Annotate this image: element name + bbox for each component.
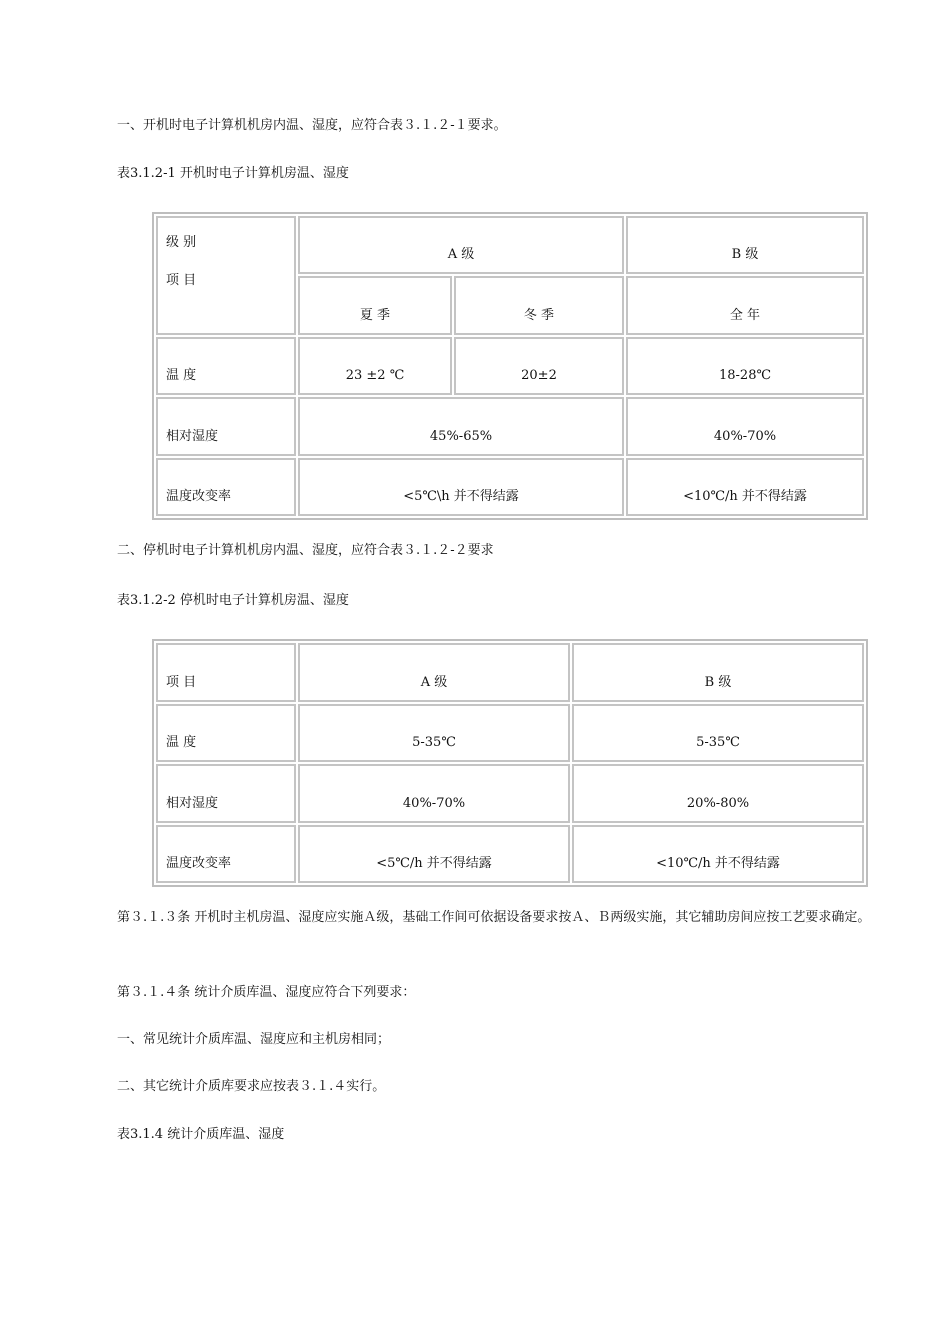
row-label-rate: 温度改变率 — [156, 825, 296, 884]
paragraph-1: 一、开机时电子计算机机房内温、湿度，应符合表３.１.２-１要求。 — [117, 118, 507, 133]
table-row — [156, 397, 864, 455]
paragraph-6: 二、其它统计介质库要求应按表３.１.４实行。 — [117, 1079, 386, 1094]
cell-a-humidity: 40%-70% — [298, 764, 570, 823]
table-row — [156, 704, 864, 763]
table-row — [156, 458, 864, 516]
row-label-rate: 温度改变率 — [156, 458, 296, 516]
cell-b-rate: <10℃/h 并不得结露 — [572, 825, 864, 884]
paragraph-2: 二、停机时电子计算机机房内温、湿度，应符合表３.１.２-２要求 — [117, 543, 494, 558]
summer-header: 夏 季 — [298, 276, 452, 334]
table-caption-3: 表3.1.4 统计介质库温、湿度 — [117, 1127, 285, 1142]
winter-header: 冬 季 — [454, 276, 624, 334]
all-year-header: 全 年 — [626, 276, 864, 334]
row-label-humidity: 相对湿度 — [156, 397, 296, 455]
cell-b-temperature: 18-28℃ — [626, 337, 864, 395]
grade-b-header: B 级 — [572, 643, 864, 702]
table-row — [156, 337, 864, 395]
cell-a-summer: 23 ±2 ℃ — [298, 337, 452, 395]
item-header: 项 目 — [156, 643, 296, 702]
cell-a-humidity: 45%-65% — [298, 397, 624, 455]
table-row — [156, 764, 864, 823]
cell-b-rate: <10℃/h 并不得结露 — [626, 458, 864, 516]
cell-b-humidity: 40%-70% — [626, 397, 864, 455]
paragraph-3: 第３.１.３条 开机时主机房温、湿度应实施Ａ级，基础工作间可依据设备要求按Ａ、Ｂ两级实施，其它辅助房间应按工艺要求确定。 — [117, 910, 871, 925]
table-startup-conditions — [152, 212, 868, 520]
corner-header-cell — [156, 216, 296, 335]
cell-b-humidity: 20%-80% — [572, 764, 864, 823]
corner-item-label: 项 目 — [166, 273, 197, 288]
table-caption-2: 表3.1.2-2 停机时电子计算机房温、湿度 — [117, 593, 349, 608]
grade-a-header: A 级 — [298, 643, 570, 702]
row-label-temperature: 温 度 — [156, 704, 296, 763]
cell-a-temperature: 5-35℃ — [298, 704, 570, 763]
cell-a-rate: <5℃\h 并不得结露 — [298, 458, 624, 516]
grade-b-header: B 级 — [626, 216, 864, 274]
row-label-temperature: 温 度 — [156, 337, 296, 395]
grade-a-header: A 级 — [298, 216, 624, 274]
row-label-humidity: 相对湿度 — [156, 764, 296, 823]
cell-a-rate: <5℃/h 并不得结露 — [298, 825, 570, 884]
corner-grade-label: 级 别 — [166, 235, 197, 250]
table-shutdown-conditions — [152, 639, 868, 887]
paragraph-4: 第３.１.４条 统计介质库温、湿度应符合下列要求： — [117, 985, 416, 1000]
cell-a-winter: 20±2 — [454, 337, 624, 395]
paragraph-5: 一、常见统计介质库温、湿度应和主机房相同； — [117, 1032, 391, 1047]
table-row — [156, 825, 864, 884]
table-caption-1: 表3.1.2-1 开机时电子计算机房温、湿度 — [117, 166, 349, 181]
cell-b-temperature: 5-35℃ — [572, 704, 864, 763]
